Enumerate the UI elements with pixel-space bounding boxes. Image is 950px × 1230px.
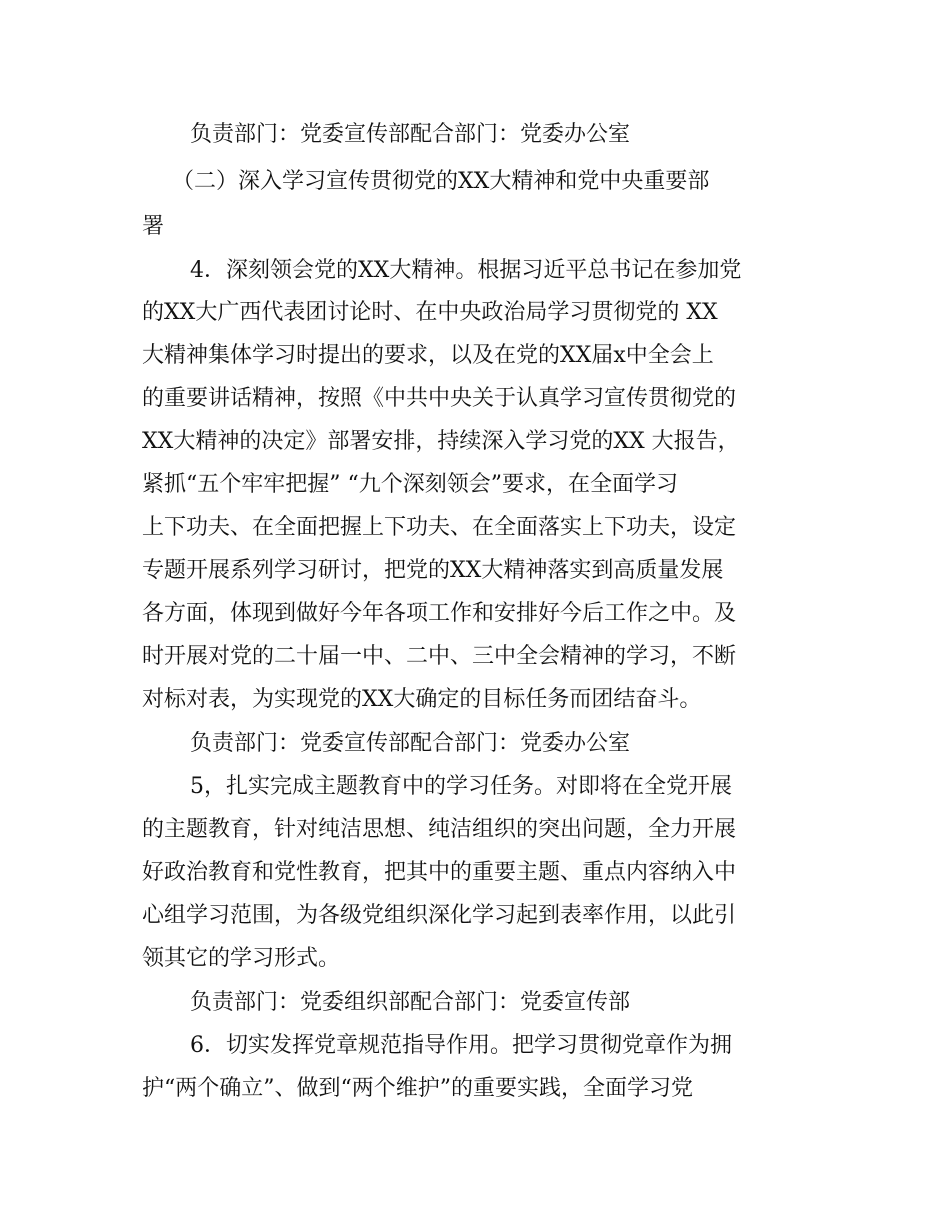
paragraph-line: 专题开展系列学习研讨，把党的XX大精神落实到高质量发展 — [142, 558, 724, 583]
paragraph-line: 5，扎实完成主题教育中的学习任务。对即将在全党开展 — [190, 774, 732, 799]
paragraph-line: 大精神集体学习时提出的要求，以及在党的XX届x中全会上 — [142, 343, 714, 368]
responsibility-line-2: 负责部门：党委宣传部配合部门：党委办公室 — [190, 731, 631, 756]
responsibility-line-1: 负责部门：党委宣传部配合部门：党委办公室 — [190, 122, 631, 147]
paragraph-line: 4．深刻领会党的XX大精神。根据习近平总书记在参加党 — [190, 258, 742, 283]
paragraph-line: 紧抓“五个牢牢把握” “九个深刻领会”要求，在全面学习 — [142, 472, 678, 497]
paragraph-line: 时开展对党的二十届一中、二中、三中全会精神的学习，不断 — [142, 644, 737, 669]
paragraph-line: 好政治教育和党性教育，把其中的重要主题、重点内容纳入中 — [142, 860, 737, 885]
paragraph-line: 对标对表，为实现党的XX大确定的目标任务而团结奋斗。 — [142, 687, 702, 712]
paragraph-line: 心组学习范围，为各级党组织深化学习起到表率作用，以此引 — [142, 903, 737, 928]
paragraph-line: 护“两个确立”、做到“两个维护”的重要实践，全面学习党 — [142, 1076, 693, 1101]
paragraph-line: XX大精神的决定》部署安排，持续深入学习党的XX 大报告， — [142, 429, 740, 454]
paragraph-line: 各方面，体现到做好今年各项工作和安排好今后工作之中。及 — [142, 601, 737, 626]
paragraph-line: 6．切实发挥党章规范指导作用。把学习贯彻党章作为拥 — [190, 1033, 732, 1058]
section-heading-continued: 署 — [142, 214, 165, 239]
section-heading: （二）深入学习宣传贯彻党的XX大精神和党中央重要部 — [172, 169, 710, 194]
paragraph-line: 的主题教育，针对纯洁思想、纯洁组织的突出问题，全力开展 — [142, 817, 737, 842]
paragraph-line: 的重要讲话精神，按照《中共中央关于认真学习宣传贯彻党的 — [142, 386, 737, 411]
paragraph-line: 领其它的学习形式。 — [142, 946, 341, 971]
paragraph-line: 上下功夫、在全面把握上下功夫、在全面落实上下功夫，设定 — [142, 515, 737, 540]
paragraph-line: 的XX大广西代表团讨论时、在中央政治局学习贯彻党的 XX — [142, 300, 718, 325]
responsibility-line-3: 负责部门：党委组织部配合部门：党委宣传部 — [190, 990, 631, 1015]
